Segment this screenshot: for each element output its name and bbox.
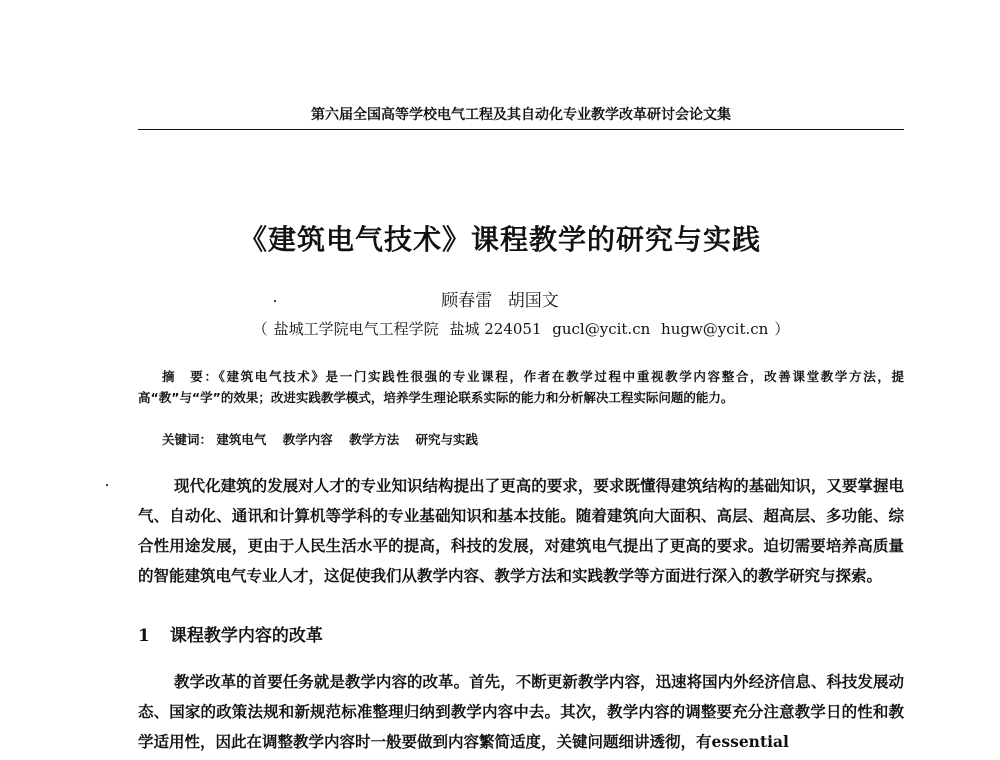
scan-speck — [106, 484, 108, 486]
keyword: 建筑电气 — [216, 432, 267, 447]
affiliation-institution: 盐城工学院电气工程学院 — [273, 320, 439, 338]
author-name: 顾春雷 — [441, 291, 493, 311]
affiliation-close: ） — [774, 320, 790, 338]
header-rule — [138, 129, 904, 130]
paragraph-text: 教学改革的首要任务就是教学内容的改革。首先，不断更新教学内容，迅速将国内外经济信息、科技发展动态、国家的政策法规和新规范标准整理归纳到教学内容中去。其次，教学内容的调整要充分注意教学日的性和教学适用性，因此在调整教学内容时一般要做到内容繁简适度，关键问题细讲透彻，有essential — [138, 672, 904, 751]
abstract-text: 《建筑电气技术》是一门实践性很强的专业课程，作者在教学过程中重视教学内容整合，改善课堂教学方法，提高“教”与“学”的效果；改进实践教学模式，培养学生理论联系实际的能力和分析解决工程实际问题的能力。 — [138, 369, 904, 405]
abstract-label: 摘 要： — [162, 369, 219, 384]
paragraph-text: 现代化建筑的发展对人才的专业知识结构提出了更高的要求，要求既懂得建筑结构的基础知识，又要掌握电气、自动化、通讯和计算机等学科的专业基础知识和基本技能。随着建筑向大面积、高层、超高层、多功能、综合性用途发展，更由于人民生活水平的提高，科技的发展，对建筑电气提出了更高的要求。迫切需要培养高质量的智能建筑电气专业人才，这促使我们从教学内容、教学方法和实践教学等方面进行深入的教学研究与探索。 — [138, 476, 904, 585]
author-email: gucl@ycit.cn — [552, 320, 651, 338]
keywords-label: 关键词： — [162, 432, 213, 447]
author-name: 胡国文 — [507, 291, 559, 311]
section-heading — [138, 622, 323, 650]
running-header: 第六届全国高等学校电气工程及其自动化专业教学改革研讨会论文集 — [311, 107, 731, 123]
affiliation — [138, 318, 904, 340]
abstract — [138, 366, 904, 408]
affiliation-open: （ — [252, 320, 268, 338]
author-email: hugw@ycit.cn — [661, 320, 769, 338]
affiliation-city-zip: 盐城 224051 — [449, 320, 542, 338]
keyword: 教学方法 — [349, 432, 400, 447]
author-list — [0, 290, 1000, 312]
section-title: 课程教学内容的改革 — [169, 626, 323, 646]
keyword: 研究与实践 — [415, 432, 479, 447]
body-paragraph — [138, 471, 904, 591]
keywords — [162, 430, 902, 450]
keyword: 教学内容 — [282, 432, 333, 447]
section-number: 1 — [138, 626, 150, 646]
paper-title: 《建筑电气技术》课程教学的研究与实践 — [238, 223, 761, 256]
body-paragraph — [138, 667, 904, 757]
